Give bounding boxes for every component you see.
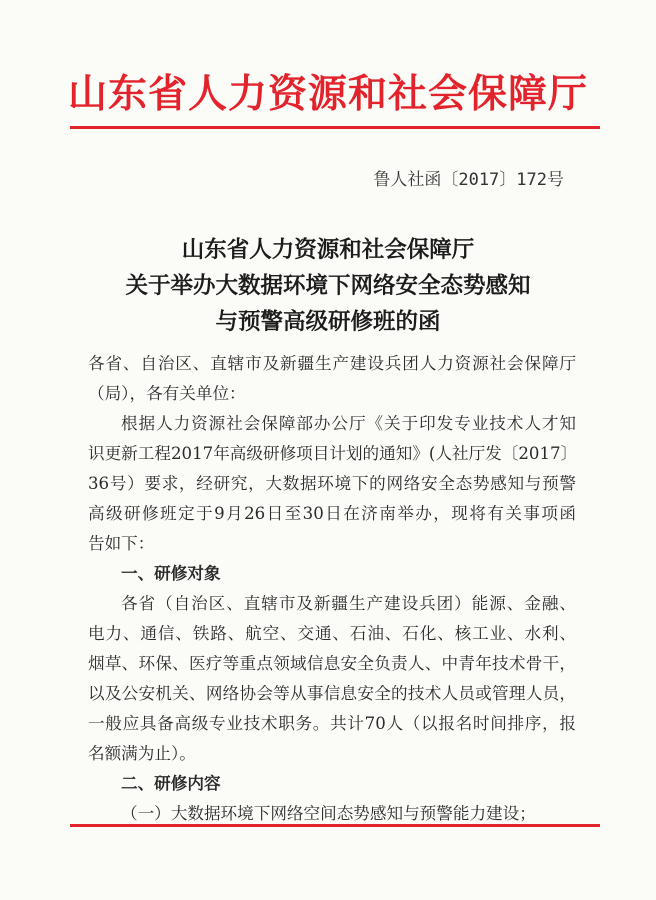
salutation-line: 各省、自治区、直辖市及新疆生产建设兵团人力资源社会保障厅 xyxy=(88,354,576,373)
footer-red-rule xyxy=(70,824,600,827)
paragraph-line: 高级研修班定于9月26日至30日在济南举办，现将有关事项函 xyxy=(88,504,576,523)
paragraph-line: 一般应具备高级专业技术职务。共计70人（以报名时间排序，报 xyxy=(88,714,576,733)
paragraph-line: 识更新工程2017年高级研修项目计划的通知》(人社厅发〔2017〕 xyxy=(88,444,578,463)
document-body xyxy=(88,349,576,829)
paragraph-line: 电力、通信、铁路、航空、交通、石油、石化、核工业、水利、 xyxy=(88,624,576,643)
document-title-line: 关于举办大数据环境下网络安全态势感知 xyxy=(125,273,531,299)
paragraph-line: 烟草、环保、医疗等重点领域信息安全负责人、中青年技术骨干， xyxy=(88,654,576,673)
section-heading: 一、研修对象 xyxy=(121,564,221,583)
salutation-line: （局），各有关单位： xyxy=(88,384,246,403)
document-title-line: 与预警高级研修班的函 xyxy=(215,309,441,335)
paragraph-line: 名额满为止）。 xyxy=(88,744,196,763)
letterhead-red-rule xyxy=(70,126,600,129)
document-number: 鲁人社函〔2017〕172号 xyxy=(373,170,564,190)
document-title-line: 山东省人力资源和社会保障厅 xyxy=(181,237,475,263)
letterhead-title: 山东省人力资源和社会保障厅 xyxy=(67,71,588,117)
document-title xyxy=(0,232,656,340)
paragraph-line: 根据人力资源社会保障部办公厅《关于印发专业技术人才知 xyxy=(121,414,576,433)
paragraph-line: 告如下： xyxy=(88,534,155,553)
paragraph-line: 36号）要求，经研究，大数据环境下的网络安全态势感知与预警 xyxy=(88,474,576,493)
section-heading: 二、研修内容 xyxy=(121,774,221,793)
paragraph-line: 以及公安机关、网络协会等从事信息安全的技术人员或管理人员， xyxy=(88,684,576,703)
paragraph-line: 各省（自治区、直辖市及新疆生产建设兵团）能源、金融、 xyxy=(121,594,576,613)
list-item: （一）大数据环境下网络空间态势感知与预警能力建设； xyxy=(121,804,536,823)
